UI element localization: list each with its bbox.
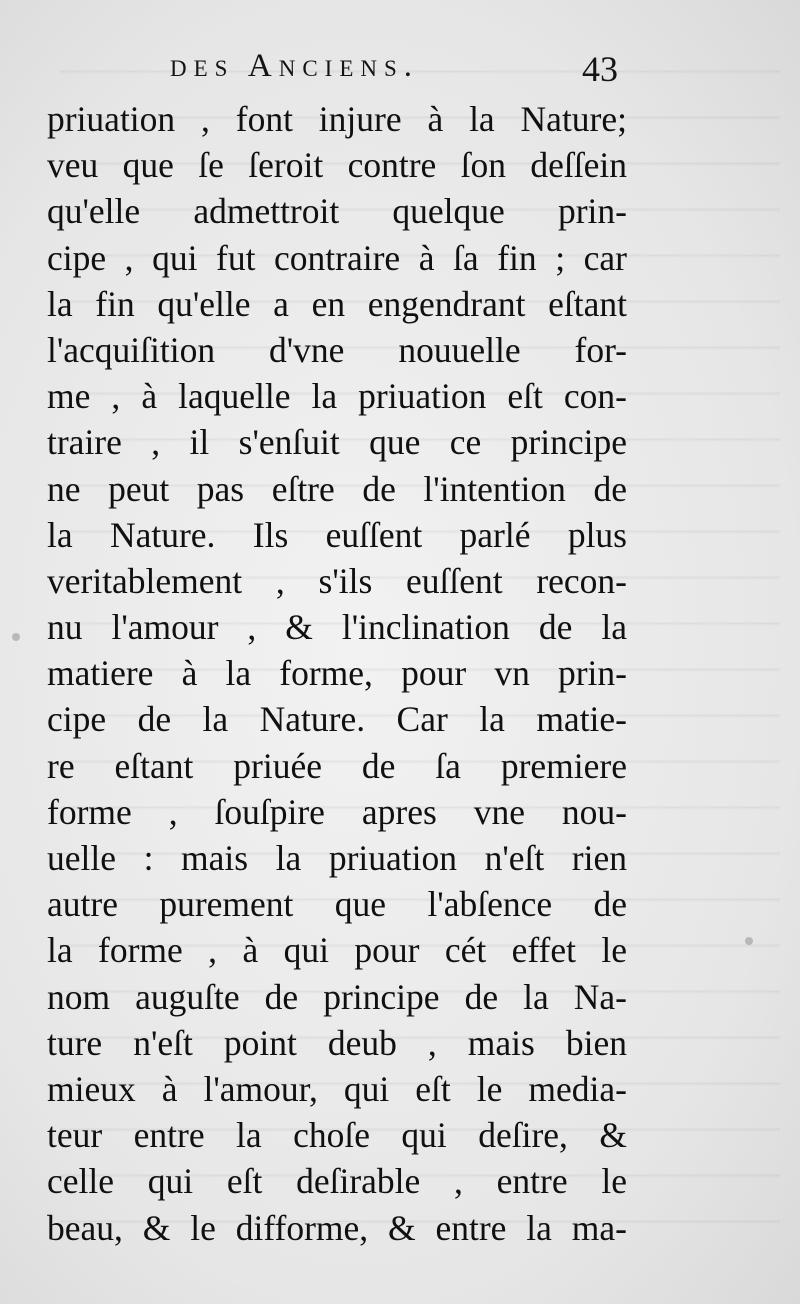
text-line: ne peut pas eſtre de l'intention de [47, 468, 627, 509]
text-line: autre purement que l'abſence de [47, 884, 627, 925]
text-line: cipe , qui fut contraire à ſa fin ; car [47, 237, 627, 278]
paper-speck [745, 937, 753, 945]
text-line: la Nature. Ils euſſent parlé plus [47, 514, 627, 555]
text-line: la fin qu'elle a en engendrant eſtant [47, 283, 627, 324]
text-line: la forme , à qui pour cét effet le [47, 930, 627, 971]
text-line: l'acquiſition d'vne nouuelle for- [47, 329, 627, 370]
text-line: celle qui eſt deſirable , entre le [47, 1161, 627, 1202]
paper-speck [12, 633, 20, 641]
running-title: des Anciens. [170, 48, 420, 84]
text-line: qu'elle admettroit quelque prin- [47, 191, 627, 232]
text-line: cipe de la Nature. Car la matie- [47, 699, 627, 740]
text-line: me , à laquelle la priuation eſt con- [47, 376, 627, 417]
page-header [170, 48, 630, 100]
text-line: mieux à l'amour, qui eſt le media- [47, 1068, 627, 1109]
text-line: beau, & le difforme, & entre la ma- [47, 1207, 627, 1248]
text-line: forme , ſouſpire apres vne nou- [47, 791, 627, 832]
text-line: ture n'eſt point deub , mais bien [47, 1022, 627, 1063]
text-line: re eſtant priuée de ſa premiere [47, 745, 627, 786]
text-line: matiere à la forme, pour vn prin- [47, 653, 627, 694]
text-line: nom auguſte de principe de la Na- [47, 976, 627, 1017]
body-text [47, 96, 627, 1251]
text-line: priuation , font injure à la Nature; [47, 99, 627, 139]
text-line: uelle : mais la priuation n'eſt rien [47, 838, 627, 878]
page-number: 43 [582, 49, 618, 89]
text-line: nu l'amour , & l'inclination de la [47, 607, 627, 648]
text-line: teur entre la choſe qui deſire, & [47, 1115, 627, 1156]
text-line: veritablement , s'ils euſſent recon- [47, 560, 627, 601]
text-line: traire , il s'enſuit que ce principe [47, 422, 627, 463]
text-line: veu que ſe ſeroit contre ſon deſſein [47, 145, 627, 186]
